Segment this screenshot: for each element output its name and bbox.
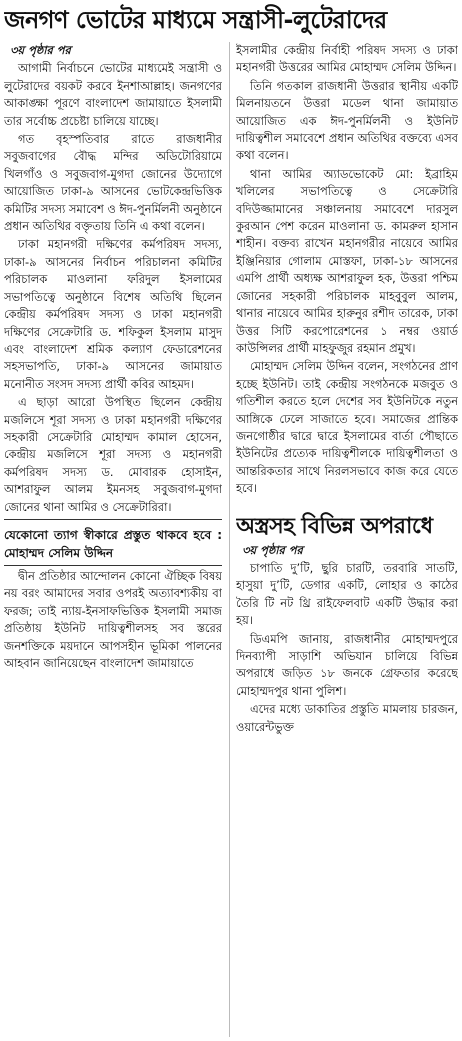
section-divider [4, 519, 222, 520]
article-paragraph: তিনি গতকাল রাজধানী উত্তরার স্থানীয় একটি মিলনায়তনে উত্তরা মডেল থানা জামায়াত আয়োজিত এক ঈদ-পুনর্মিলনী ও ইউনিট দায়িত্বশীল সমাবেশে প্রধান অতিথির বক্তব্যে এসব কথা বলেন। [236, 78, 458, 163]
continued-from-label: ৩য় পৃষ্ঠার পর [242, 542, 303, 557]
article-paragraph: থানা আমির অ্যাডভোকেট মো: ইব্রাহিম খলিলের সভাপতিত্বে ও সেক্রেটারি বদিউজ্জামানের সঞ্চালনায় সমাবেশে দারসুল কুরআন পেশ করেন মাওলানা ড. কামরুল হাসান শাহীন। বক্তব্য রাখেন মহানগরীর নায়েবে আমির ইঞ্জিনিয়ার গোলাম মোস্তফা, ঢাকা-১৮ আসনের এমপি প্রার্থী অধ্যক্ষ আশরাফুল হক, উত্তরা পশ্চিম জোনের সহকারী পরিচালক মাহবুবুল আলম, থানার নায়েবে আমির হারুনুর রশীদ তারেক, ঢাকা উত্তর সিটি করপোরেশনের ১ নম্বর ওয়ার্ড কাউন্সিলর প্রার্থী মাহফুজুর রহমান প্রমুখ। [236, 166, 458, 355]
article-paragraph: গত বৃহস্পতিবার রাতে রাজধানীর সবুজবাগের বৌদ্ধ মন্দির অডিটোরিয়ামে খিলগাঁও ও সবুজবাগ-মুগদা জোনের উদ্যোগে আয়োজিত ঢাকা-৯ আসনের ভোটকেন্দ্রভিত্তিক কমিটির সদস্য সমাবেশ ও ঈদ-পুনর্মিলনী অনুষ্ঠানে প্রধান অতিথির বক্তৃতায় তিনি এ কথা বলেন। [4, 132, 222, 234]
article-paragraph: মোহাম্মদ সেলিম উদ্দিন বলেন, সংগঠনের প্রাণ হচ্ছে ইউনিট। তাই কেন্দ্রীয় সংগঠনকে মজবুত ও গতিশীল করতে হলে দেশের সব ইউনিটকে নতুন আঙ্গিকে ঢেলে সাজাতে হবে। সমাজের প্রান্তিক জনগোষ্ঠীর দ্বারে দ্বারে ইসলামের বার্তা পৌছাতে ইউনিটের প্রত্যেক দায়িত্বশীলকে দায়িত্বশীলতা ও আন্তরিকতার সাথে নিরলসভাবে কাজ করে যেতে হবে। [236, 359, 458, 496]
section-divider [4, 565, 222, 566]
subheadline: যেকোনো ত্যাগ স্বীকারে প্রস্তুত থাকবে হবে : মোহাম্মদ সেলিম উদ্দিন [4, 527, 222, 560]
main-headline: জনগণ ভোটের মাধ্যমে সন্ত্রাসী-লুটেরাদের [4, 6, 387, 34]
column-divider [229, 42, 230, 1037]
second-article-headline: অস্ত্রসহ বিভিন্ন অপরাধে [236, 513, 433, 539]
article-paragraph: আগামী নির্বাচনে ভোটের মাধ্যমেই সন্ত্রাসী ও লুটেরাদের বয়কট করবে ইনশাআল্লাহ। জনগণের আকাঙ্ক্ষা পূরণে বাংলাদেশ জামায়াতে ইসলামী তার সর্বোচ্চ প্রচেষ্টা চালিয়ে যাচ্ছে। [4, 61, 222, 128]
left-column [4, 42, 222, 1038]
article-paragraph: ঢাকা মহানগরী দক্ষিণের কর্মপরিষদ সদস্য, ঢাকা-৯ আসনের নির্বাচন পরিচালনা কমিটির পরিচালক মাওলানা ফরিদুল ইসলামের সভাপতিত্বে অনুষ্ঠানে বিশেষ অতিথি ছিলেন কেন্দ্রীয় কর্মপরিষদ সদস্য ও ঢাকা মহানগরী দক্ষিণের সেক্রেটারি ড. শফিকুল ইসলাম মাসুদ এবং বাংলাদেশ শ্রমিক কল্যাণ ফেডারেশনের সহসভাপতি, ঢাকা-৯ আসনের জামায়াত মনোনীত সংসদ সদস্য প্রার্থী কবির আহমদ। [4, 237, 222, 391]
continued-from-label: ৩য় পৃষ্ঠার পর [10, 43, 71, 57]
article-paragraph: এ ছাড়া আরো উপস্থিত ছিলেন কেন্দ্রীয় মজলিসে শূরা সদস্য ও ঢাকা মহানগরী দক্ষিণের সহকারী সেক্রেটারি মোহাম্মদ কামাল হোসেন, কেন্দ্রীয় মজলিসে শূরা সদস্য ও মহানগরী কর্মপরিষদ সদস্য ড. মোবারক হোসাইন, আশরাফুল আলম ইমনসহ সবুজবাগ-মুগদা জোনের থানা আমির ও সেক্রেটারিরা। [4, 395, 222, 514]
article-paragraph: দ্বীন প্রতিষ্ঠার আন্দোলন কোনো ঐচ্ছিক বিষয় নয় বরং আমাদের সবার ওপরই অত্যাবশ্যকীয় বা ফরজ; তাই ন্যায়-ইনসাফভিত্তিক ইসলামী সমাজ প্রতিষ্ঠায় ইউনিট দায়িত্বশীলসহ সব স্তরের জনশক্তিকে ময়দানে আপসহীন ভূমিকা পালনের আহবান জানিয়েছেন বাংলাদেশ জামায়াতে [4, 568, 222, 670]
article-paragraph: ডিএমপি জানায়, রাজধানীর মোহাম্মদপুরে দিনব্যাপী সাড়াশি অভিযান চালিয়ে বিভিন্ন অপরাধে জড়িত ১৮ জনকে গ্রেফতার করেছে মোহাম্মদপুর থানা পুলিশ। [236, 631, 458, 698]
article-paragraph: ইসলামীর কেন্দ্রীয় নির্বাহী পরিষদ সদস্য ও ঢাকা মহানগরী উত্তরের আমির মোহাম্মদ সেলিম উদ্দিন। [236, 43, 458, 75]
right-column [236, 42, 458, 1038]
article-paragraph: এদের মধ্যে ডাকাতির প্রস্তুতি মামলায় চারজন, ওয়ারেন্টভুক্ত [236, 702, 458, 734]
article-paragraph: চাপাতি দু’টি, ছুরি চারটি, তরবারি সাতটি, হাসুয়া দু’টি, ডেগার একটি, লোহার ও কাঠের তৈরি টি নট থ্রি রাইফেলবাট একটি উদ্ধার করা হয়। [236, 560, 458, 628]
